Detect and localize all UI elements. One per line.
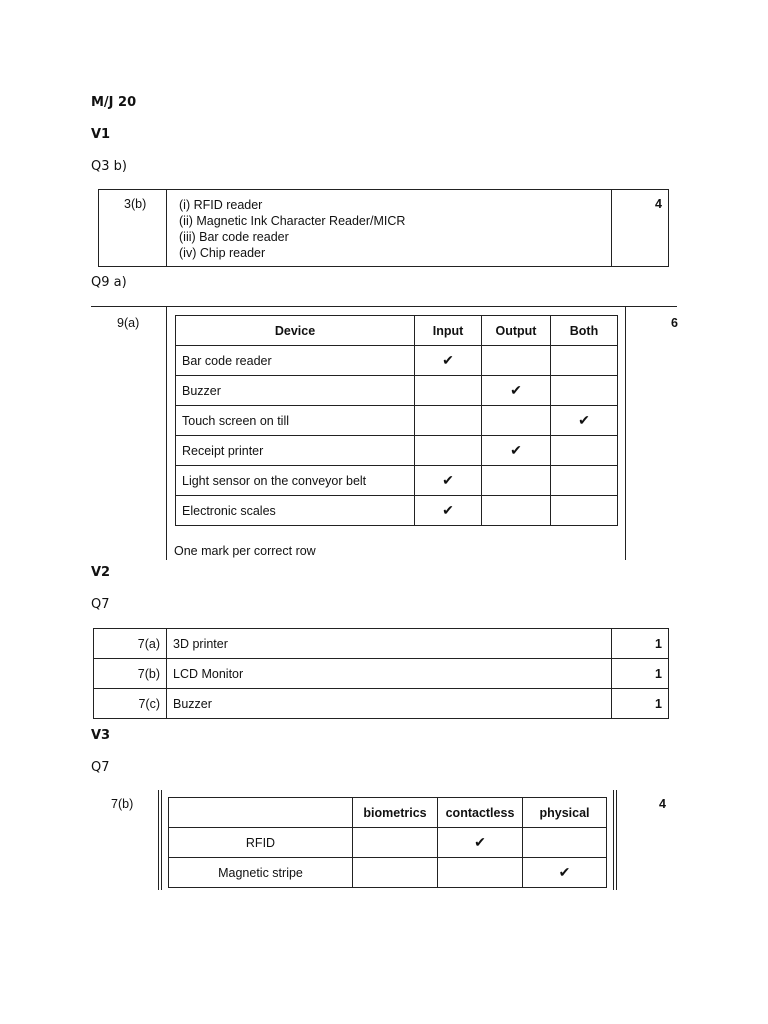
input-tick: ✔ [415, 496, 482, 526]
output-tick: ✔ [482, 436, 551, 466]
marks-cell: 1 [612, 689, 669, 719]
table-row [176, 406, 618, 436]
input-tick [415, 376, 482, 406]
output-tick [482, 406, 551, 436]
table-header-row [176, 316, 618, 346]
input-tick: ✔ [415, 346, 482, 376]
q9a-heading: Q9 a) [91, 275, 127, 290]
q3b-number: 3(b) [124, 197, 147, 211]
table-row [169, 828, 607, 858]
device-cell: Electronic scales [176, 496, 415, 526]
marks-cell: 1 [612, 659, 669, 689]
question-number: 7(a) [94, 629, 167, 659]
table-row [94, 629, 669, 659]
table-row [176, 346, 618, 376]
output-tick [482, 346, 551, 376]
both-tick: ✔ [551, 406, 618, 436]
version-2-heading: V2 [91, 565, 111, 580]
header-output: Output [482, 316, 551, 346]
header-blank [169, 798, 353, 828]
output-tick [482, 466, 551, 496]
header-contactless: contactless [438, 798, 523, 828]
q3b-answer-line: (i) RFID reader [179, 198, 263, 212]
q7-v2-table [93, 628, 669, 719]
device-cell: Buzzer [176, 376, 415, 406]
version-3-heading: V3 [91, 728, 111, 743]
table-row [169, 858, 607, 888]
q3b-marks: 4 [655, 197, 662, 211]
both-tick [551, 436, 618, 466]
device-cell: Touch screen on till [176, 406, 415, 436]
marks-cell: 1 [612, 629, 669, 659]
device-cell: Receipt printer [176, 436, 415, 466]
q3b-answer-line: (ii) Magnetic Ink Character Reader/MICR [179, 214, 406, 228]
header-device: Device [176, 316, 415, 346]
answer-cell: LCD Monitor [167, 659, 612, 689]
marking-note: One mark per correct row [174, 544, 316, 558]
input-tick: ✔ [415, 466, 482, 496]
answer-cell: Buzzer [167, 689, 612, 719]
q9a-number: 9(a) [117, 316, 140, 330]
q9a-marks: 6 [671, 316, 678, 330]
both-tick [551, 376, 618, 406]
device-cell: Bar code reader [176, 346, 415, 376]
q3b-heading: Q3 b) [91, 159, 127, 174]
q7-v3-heading: Q7 [91, 760, 110, 775]
question-number: 7(c) [94, 689, 167, 719]
contactless-tick [438, 858, 523, 888]
item-cell: Magnetic stripe [169, 858, 353, 888]
question-number: 7(b) [94, 659, 167, 689]
output-tick [482, 496, 551, 526]
output-tick: ✔ [482, 376, 551, 406]
physical-tick [523, 828, 607, 858]
header-biometrics: biometrics [353, 798, 438, 828]
header-physical: physical [523, 798, 607, 828]
biometrics-tick [353, 858, 438, 888]
both-tick [551, 496, 618, 526]
device-table [175, 315, 618, 526]
table-row [94, 659, 669, 689]
card-type-table [168, 797, 607, 888]
physical-tick: ✔ [523, 858, 607, 888]
item-cell: RFID [169, 828, 353, 858]
version-1-heading: V1 [91, 127, 111, 142]
answer-cell: 3D printer [167, 629, 612, 659]
input-tick [415, 406, 482, 436]
both-tick [551, 466, 618, 496]
header-both: Both [551, 316, 618, 346]
q7b-marks: 4 [659, 797, 666, 811]
table-row [176, 376, 618, 406]
both-tick [551, 346, 618, 376]
q7b-number: 7(b) [111, 797, 134, 811]
q3b-answer-list [179, 197, 405, 261]
q7-v2-heading: Q7 [91, 597, 110, 612]
input-tick [415, 436, 482, 466]
header-input: Input [415, 316, 482, 346]
session-heading: M/J 20 [91, 95, 137, 110]
table-row [176, 466, 618, 496]
table-header-row [169, 798, 607, 828]
table-row [94, 689, 669, 719]
q3b-answer-line: (iii) Bar code reader [179, 230, 289, 244]
biometrics-tick [353, 828, 438, 858]
device-cell: Light sensor on the conveyor belt [176, 466, 415, 496]
contactless-tick: ✔ [438, 828, 523, 858]
table-row [176, 436, 618, 466]
q3b-answer-line: (iv) Chip reader [179, 246, 266, 260]
table-row [176, 496, 618, 526]
